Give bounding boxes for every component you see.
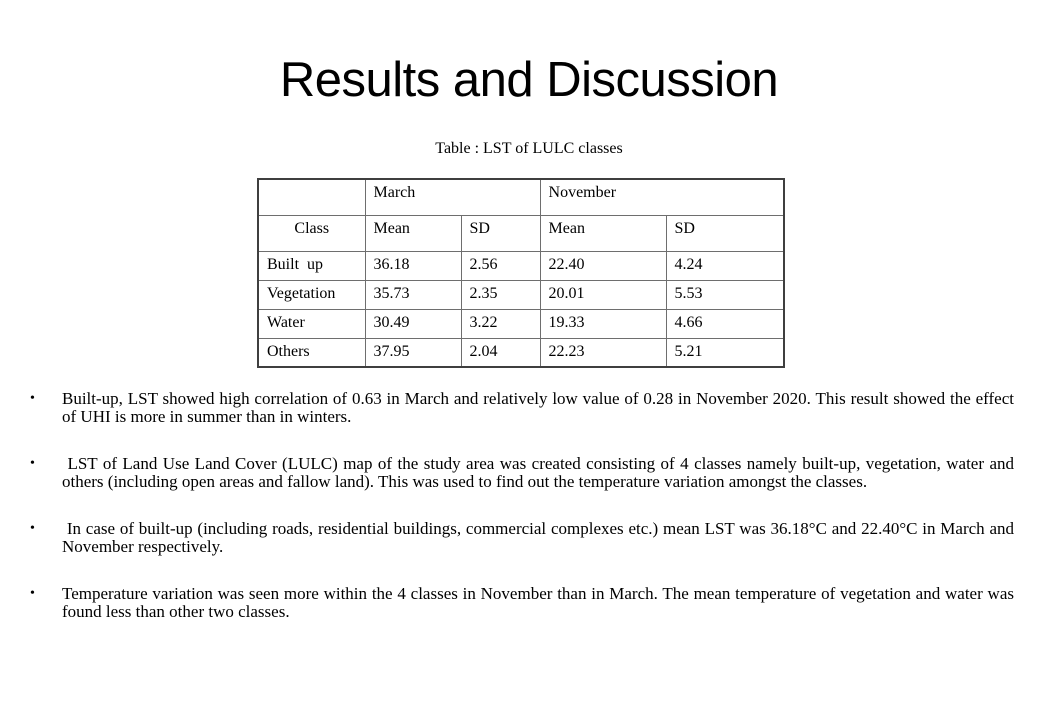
bullet-icon: • xyxy=(30,391,35,406)
table-header-november: November xyxy=(540,179,784,215)
table-cell-march-sd: 2.56 xyxy=(461,251,540,280)
table-cell-march-mean: 37.95 xyxy=(365,338,461,367)
table-cell-class: Water xyxy=(258,309,365,338)
table-cell-march-mean: 30.49 xyxy=(365,309,461,338)
table-row xyxy=(258,309,784,338)
bullet-text: Temperature variation was seen more within the 4 classes in November than in March. The mean temperature of vegetation and water was found less than other two classes. xyxy=(62,584,1019,621)
bullet-text: LST of Land Use Land Cover (LULC) map of the study area was created consisting of 4 classes namely built-up, vegetation, water and others (including open areas and fallow land). This was used to find out the temperature variation amongst the classes. xyxy=(62,454,1019,491)
table-header-march-sd: SD xyxy=(461,215,540,251)
table-header-nov-mean: Mean xyxy=(540,215,666,251)
table-cell-class: Others xyxy=(258,338,365,367)
list-item xyxy=(30,519,1019,556)
table-header-nov-sd: SD xyxy=(666,215,784,251)
table-row xyxy=(258,251,784,280)
table-cell-empty xyxy=(258,179,365,215)
bullet-icon: • xyxy=(30,586,35,601)
table-row xyxy=(258,280,784,309)
table-cell-class: Built up xyxy=(258,251,365,280)
table-cell-nov-sd: 4.24 xyxy=(666,251,784,280)
table-cell-march-mean: 35.73 xyxy=(365,280,461,309)
table-cell-nov-sd: 5.53 xyxy=(666,280,784,309)
table-cell-nov-mean: 19.33 xyxy=(540,309,666,338)
table-cell-nov-sd: 4.66 xyxy=(666,309,784,338)
table-cell-march-sd: 2.35 xyxy=(461,280,540,309)
table-row xyxy=(258,338,784,367)
bullet-text: Built-up, LST showed high correlation of 0.63 in March and relatively low value of 0.28 in November 2020. This result showed the effect of UHI is more in summer than in winters. xyxy=(62,389,1019,426)
table-cell-march-sd: 2.04 xyxy=(461,338,540,367)
list-item xyxy=(30,584,1019,621)
table-cell-class: Vegetation xyxy=(258,280,365,309)
page-title: Results and Discussion xyxy=(279,53,779,107)
bullet-list xyxy=(30,389,1019,650)
table-row-column-headers xyxy=(258,215,784,251)
table-cell-march-sd: 3.22 xyxy=(461,309,540,338)
list-item xyxy=(30,454,1019,491)
table-cell-march-mean: 36.18 xyxy=(365,251,461,280)
bullet-icon: • xyxy=(30,521,35,536)
lst-table xyxy=(257,178,785,368)
table-header-march: March xyxy=(365,179,540,215)
table-row-months xyxy=(258,179,784,215)
table-cell-nov-mean: 20.01 xyxy=(540,280,666,309)
table-cell-nov-mean: 22.23 xyxy=(540,338,666,367)
bullet-text: In case of built-up (including roads, residential buildings, commercial complexes etc.) mean LST was 36.18°C and 22.40°C in March and November respectively. xyxy=(62,519,1019,556)
bullet-icon: • xyxy=(30,456,35,471)
table-cell-nov-mean: 22.40 xyxy=(540,251,666,280)
table-cell-nov-sd: 5.21 xyxy=(666,338,784,367)
table-caption: Table : LST of LULC classes xyxy=(435,140,623,157)
table-header-march-mean: Mean xyxy=(365,215,461,251)
list-item xyxy=(30,389,1019,426)
table-header-class: Class xyxy=(258,215,365,251)
